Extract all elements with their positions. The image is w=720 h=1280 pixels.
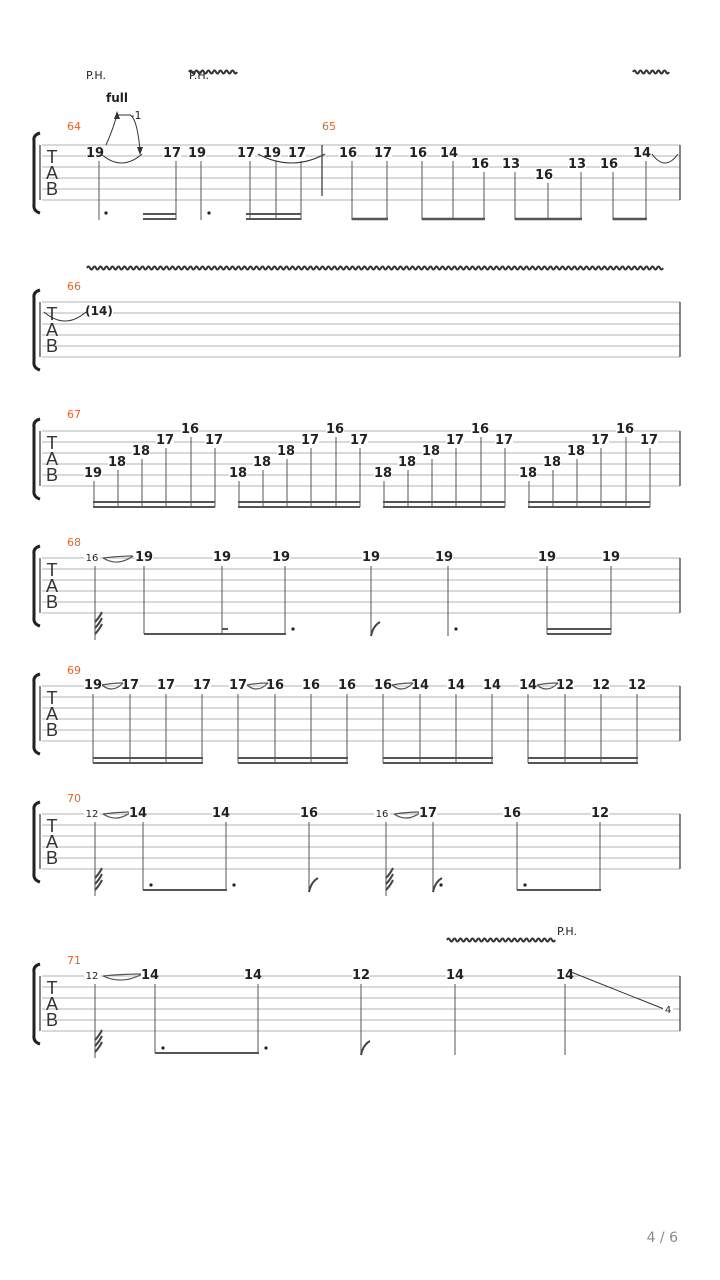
tab-clef-a: A <box>45 576 59 596</box>
tab-clef-t: T <box>46 433 58 453</box>
slide-mark <box>247 683 268 685</box>
measure-number: 70 <box>67 792 81 805</box>
staff-system-64 <box>34 133 680 213</box>
tab-clef-a: A <box>45 320 59 340</box>
tie-arc <box>101 154 142 163</box>
fret-number: 16 <box>180 422 200 437</box>
fret-number: 16 <box>470 157 490 172</box>
bend-arrow <box>106 115 117 145</box>
system-bracket <box>34 133 40 213</box>
fret-number: 19 <box>434 550 454 565</box>
system-bracket <box>34 802 40 882</box>
fret-number: 16 <box>599 157 619 172</box>
tie-arc <box>652 154 678 163</box>
slide-line <box>571 972 664 1009</box>
measure-number: 71 <box>67 954 81 967</box>
fret-number: 12 <box>85 971 99 982</box>
tab-clef-a: A <box>45 449 59 469</box>
fret-number: 17 <box>236 146 256 161</box>
staff-system-67 <box>34 419 680 499</box>
fret-number: 14 <box>632 146 652 161</box>
fret-number: (14) <box>85 304 113 318</box>
fret-number: 17 <box>228 678 248 693</box>
vibrato-line <box>633 71 669 74</box>
pinch-harmonic-label: P.H. <box>189 69 209 82</box>
fret-number: 16 <box>337 678 357 693</box>
fret-number: 16 <box>534 168 554 183</box>
fret-number: 19 <box>212 550 232 565</box>
fret-number: 14 <box>410 678 430 693</box>
tab-clef-a: A <box>45 994 59 1014</box>
fret-number: 12 <box>85 809 99 820</box>
dot <box>291 627 294 630</box>
system-bracket <box>34 964 40 1044</box>
tab-clef-a: A <box>45 163 59 183</box>
fret-number: 4 <box>664 1005 672 1016</box>
bend-label: -1 <box>130 109 142 122</box>
vibrato-line <box>447 939 555 942</box>
system-bracket <box>34 290 40 370</box>
fret-number: 17 <box>204 433 224 448</box>
system-bracket <box>34 674 40 754</box>
fret-number: 16 <box>408 146 428 161</box>
fret-number: 16 <box>265 678 285 693</box>
measure-number: 68 <box>67 536 81 549</box>
dot <box>454 627 457 630</box>
fret-number: 18 <box>421 444 441 459</box>
fret-number: 18 <box>397 455 417 470</box>
tab-clef-t: T <box>46 304 58 324</box>
fret-number: 17 <box>287 146 307 161</box>
fret-number: 18 <box>228 466 248 481</box>
fret-number: 13 <box>501 157 521 172</box>
fret-number: 12 <box>591 678 611 693</box>
fret-number: 14 <box>445 968 465 983</box>
dot <box>232 883 235 886</box>
fret-number: 17 <box>349 433 369 448</box>
fret-number: 17 <box>445 433 465 448</box>
page-number: 4 / 6 <box>646 1230 678 1246</box>
tab-clef-b: B <box>45 179 59 199</box>
fret-number: 17 <box>156 678 176 693</box>
slide-mark <box>537 683 558 685</box>
tab-clef-b: B <box>45 465 59 485</box>
measure-number: 65 <box>322 120 336 133</box>
flag <box>371 622 380 636</box>
fret-number: 18 <box>107 455 127 470</box>
beam-stub <box>222 628 228 630</box>
fret-number: 14 <box>439 146 459 161</box>
fret-number: 14 <box>446 678 466 693</box>
tab-clef-b: B <box>45 720 59 740</box>
slide-mark <box>392 683 413 685</box>
fret-number: 17 <box>590 433 610 448</box>
tab-clef-b: B <box>45 1010 59 1030</box>
vibrato-line <box>87 267 663 270</box>
fret-number: 16 <box>299 806 319 821</box>
fret-number: 17 <box>373 146 393 161</box>
tab-clef-a: A <box>45 832 59 852</box>
fret-number: 12 <box>590 806 610 821</box>
fret-number: 19 <box>262 146 282 161</box>
fret-number: 16 <box>338 146 358 161</box>
dot <box>264 1046 267 1049</box>
bend-label: full <box>106 91 128 105</box>
fret-number: 14 <box>140 968 160 983</box>
fret-number: 16 <box>615 422 635 437</box>
tab-clef-t: T <box>46 978 58 998</box>
pinch-harmonic-label: P.H. <box>86 69 106 82</box>
slide-mark <box>102 683 123 685</box>
fret-number: 12 <box>627 678 647 693</box>
fret-number: 16 <box>375 809 389 820</box>
fret-number: 17 <box>639 433 659 448</box>
tab-clef-b: B <box>45 336 59 356</box>
dot <box>439 883 442 886</box>
measure-number: 66 <box>67 280 81 293</box>
fret-number: 14 <box>518 678 538 693</box>
fret-number: 19 <box>187 146 207 161</box>
fret-number: 17 <box>120 678 140 693</box>
fret-number: 17 <box>418 806 438 821</box>
tab-clef-b: B <box>45 592 59 612</box>
fret-number: 19 <box>537 550 557 565</box>
bend-arrowhead <box>137 147 143 155</box>
fret-number: 16 <box>301 678 321 693</box>
fret-number: 19 <box>83 678 103 693</box>
fret-number: 17 <box>155 433 175 448</box>
fret-number: 16 <box>502 806 522 821</box>
measure-number: 69 <box>67 664 81 677</box>
dot <box>523 883 526 886</box>
fret-number: 19 <box>361 550 381 565</box>
tab-clef-t: T <box>46 688 58 708</box>
dot <box>161 1046 164 1049</box>
pinch-harmonic-label: P.H. <box>557 925 577 938</box>
dot <box>207 211 210 214</box>
fret-number: 18 <box>542 455 562 470</box>
tab-clef-b: B <box>45 848 59 868</box>
fret-number: 18 <box>276 444 296 459</box>
tab-clef-a: A <box>45 704 59 724</box>
flag <box>309 878 318 892</box>
fret-number: 17 <box>300 433 320 448</box>
flag <box>361 1041 370 1055</box>
fret-number: 19 <box>85 146 105 161</box>
staff-system-66 <box>34 290 680 370</box>
dot <box>149 883 152 886</box>
fret-number: 18 <box>518 466 538 481</box>
fret-number: 19 <box>601 550 621 565</box>
fret-number: 16 <box>325 422 345 437</box>
fret-number: 18 <box>252 455 272 470</box>
fret-number: 19 <box>134 550 154 565</box>
fret-number: 17 <box>192 678 212 693</box>
fret-number: 14 <box>128 806 148 821</box>
fret-number: 16 <box>470 422 490 437</box>
fret-number: 17 <box>162 146 182 161</box>
fret-number: 12 <box>555 678 575 693</box>
fret-number: 14 <box>243 968 263 983</box>
fret-number: 18 <box>131 444 151 459</box>
fret-number: 17 <box>494 433 514 448</box>
system-bracket <box>34 419 40 499</box>
tab-clef-t: T <box>46 560 58 580</box>
fret-number: 19 <box>83 466 103 481</box>
tab-clef-t: T <box>46 816 58 836</box>
fret-number: 14 <box>211 806 231 821</box>
dot <box>104 211 107 214</box>
measure-number: 67 <box>67 408 81 421</box>
fret-number: 18 <box>566 444 586 459</box>
fret-number: 14 <box>555 968 575 983</box>
measure-number: 64 <box>67 120 81 133</box>
fret-number: 16 <box>373 678 393 693</box>
system-bracket <box>34 546 40 626</box>
fret-number: 19 <box>271 550 291 565</box>
fret-number: 12 <box>351 968 371 983</box>
fret-number: 16 <box>85 553 99 564</box>
fret-number: 13 <box>567 157 587 172</box>
fret-number: 14 <box>482 678 502 693</box>
fret-number: 18 <box>373 466 393 481</box>
tab-clef-t: T <box>46 147 58 167</box>
